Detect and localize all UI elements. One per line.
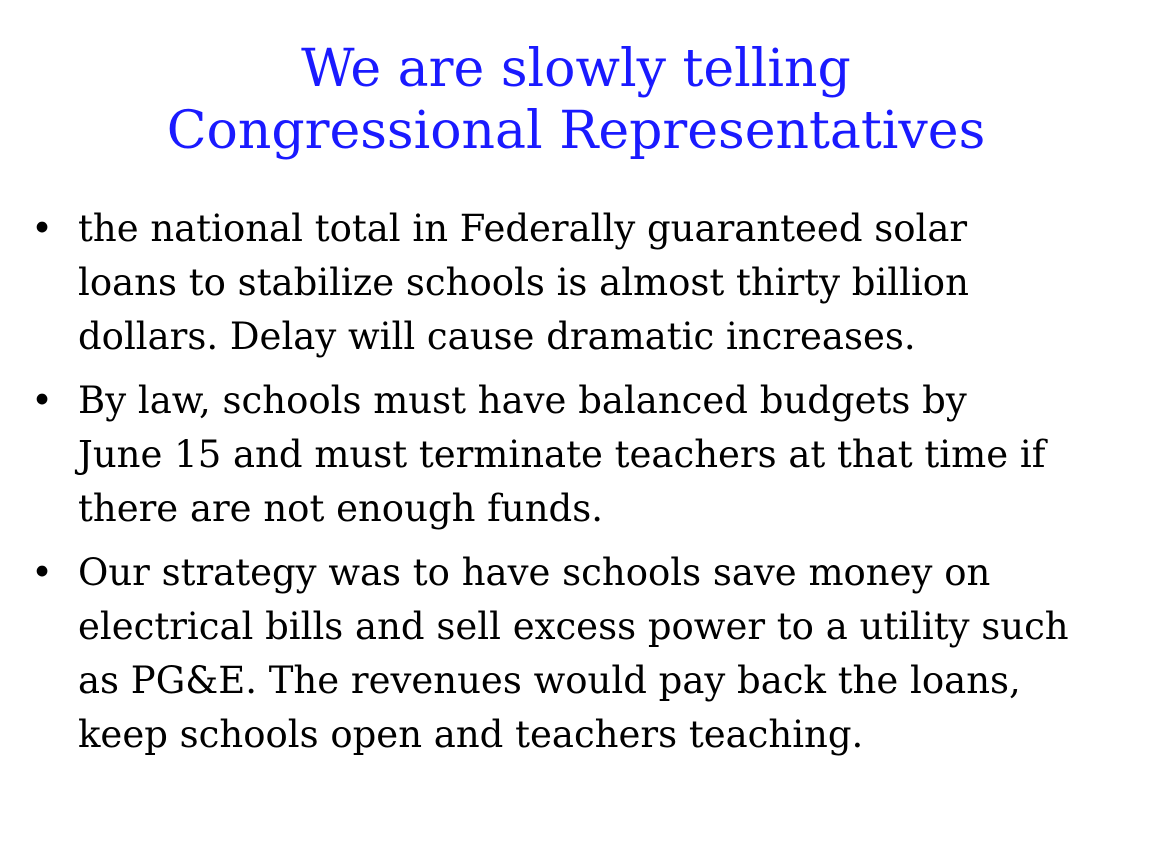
bullet-text (78, 202, 1120, 364)
bullet-text (78, 546, 1120, 762)
bullet-line: dollars. Delay will cause dramatic increases. (78, 315, 916, 358)
bullet-line: there are not enough funds. (78, 487, 603, 530)
bullet-line: keep schools open and teachers teaching. (78, 713, 864, 756)
title-line-2: Congressional Representatives (166, 101, 986, 161)
bullet-marker: • (31, 207, 53, 250)
bullet-item (30, 202, 1120, 364)
title-line-1: We are slowly telling (301, 39, 851, 99)
bullet-line: By law, schools must have balanced budgets by (78, 379, 967, 422)
bullet-line: as PG&E. The revenues would pay back the loans, (78, 659, 1021, 702)
bullet-line: June 15 and must terminate teachers at that time if (78, 433, 1046, 476)
bullet-item (30, 546, 1120, 762)
slide-title (0, 38, 1152, 162)
bullet-marker: • (31, 551, 53, 594)
bullet-line: loans to stabilize schools is almost thirty billion (78, 261, 969, 304)
bullet-line: the national total in Federally guaranteed solar (78, 207, 968, 250)
bullet-line: electrical bills and sell excess power to a utility such (78, 605, 1069, 648)
bullet-text (78, 374, 1120, 536)
bullet-list (30, 202, 1120, 772)
bullet-item (30, 374, 1120, 536)
bullet-line: Our strategy was to have schools save money on (78, 551, 991, 594)
bullet-marker: • (31, 379, 53, 422)
